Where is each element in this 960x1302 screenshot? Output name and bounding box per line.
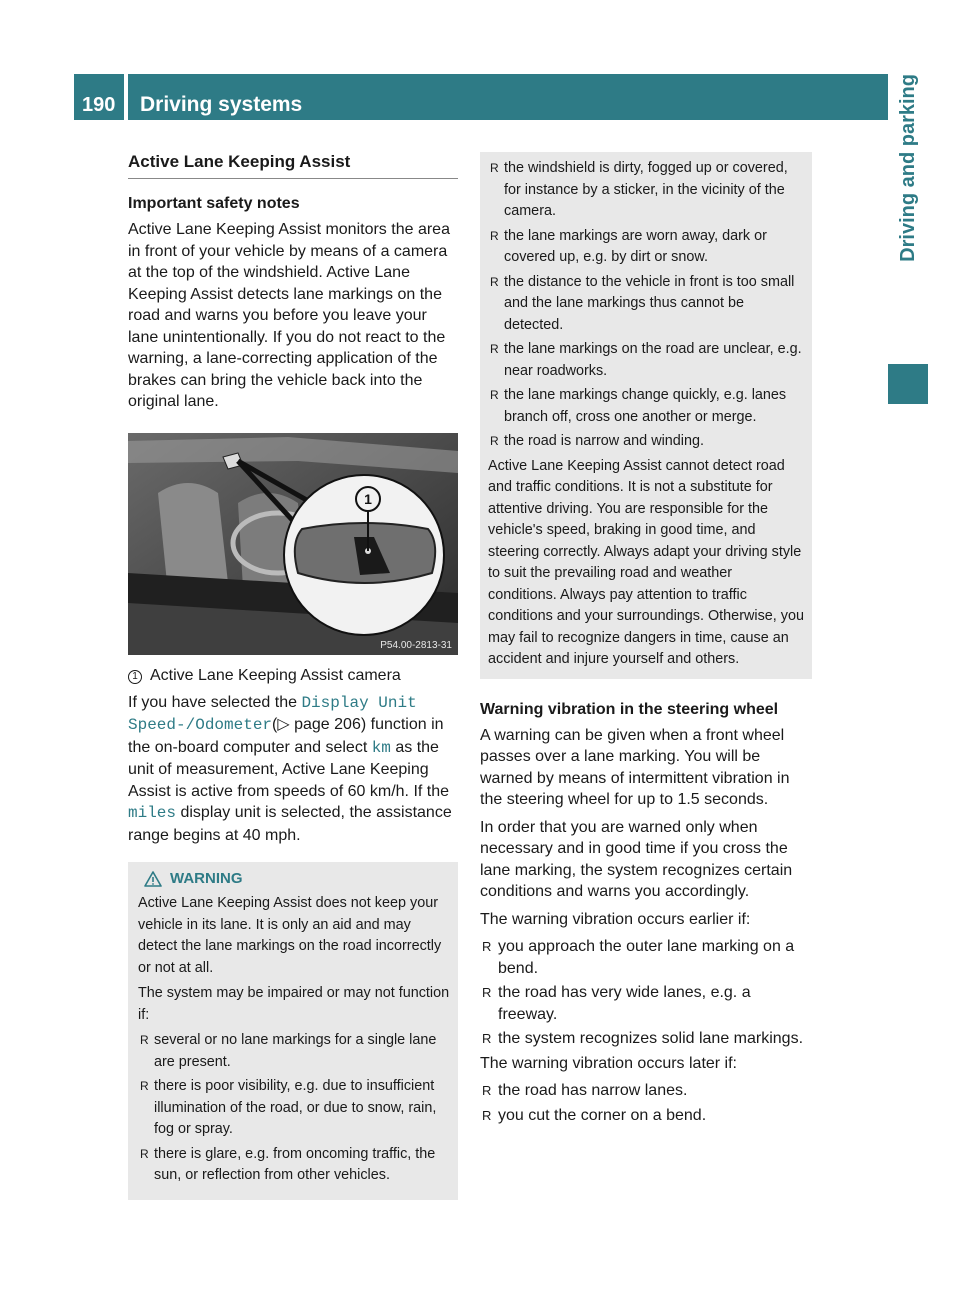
warning-box bbox=[128, 862, 458, 1200]
warning-header bbox=[138, 870, 450, 887]
list-item: R several or no lane markings for a single lane are present. bbox=[138, 1030, 450, 1073]
side-section-label bbox=[888, 74, 928, 364]
later-list bbox=[480, 1080, 812, 1126]
vibration-paragraph-2: In order that you are warned only when necessary and in good time if you cross the lane marking, the system recognizes certain conditions and warns you accordingly. bbox=[480, 818, 793, 900]
list-item: R you approach the outer lane marking on a bend. bbox=[480, 936, 812, 979]
display-unit-setting: Display Unit Speed-/Odometer bbox=[128, 693, 417, 734]
list-item: R the lane markings on the road are unclear, e.g. near roadworks. bbox=[488, 339, 804, 382]
km-setting: km bbox=[371, 738, 391, 757]
figure-caption bbox=[128, 665, 458, 686]
header-divider bbox=[124, 74, 128, 120]
car-interior-illustration bbox=[128, 433, 458, 655]
para2-text-2: (▷ page 206) function in the on-board computer and select bbox=[128, 716, 444, 756]
warning-paragraph-1: Active Lane Keeping Assist does not keep your vehicle in its lane. It is only an aid and may detect the lane markings on the road incorrectly or not at all. bbox=[138, 895, 442, 976]
display-unit-paragraph bbox=[128, 692, 458, 847]
para2-text-1: If you have selected the bbox=[128, 693, 302, 711]
section-title: Active Lane Keeping Assist bbox=[128, 152, 458, 179]
list-item: R the road has very wide lanes, e.g. a freeway. bbox=[480, 982, 812, 1025]
list-item: R there is poor visibility, e.g. due to insufficient illumination of the road, or due to snow, rain, fog or spray. bbox=[138, 1076, 450, 1141]
side-tab-marker bbox=[888, 364, 928, 404]
earlier-intro: The warning vibration occurs earlier if: bbox=[480, 910, 751, 928]
responsibility-paragraph: Active Lane Keeping Assist cannot detect road and traffic conditions. It is not a substitute for attentive driving. You are responsible for the vehicle's speed, braking in good time, and steering correctly. Always adapt your driving style to suit the prevailing road and weather conditions. Always pay attention to traffic conditions and your surroundings. Otherwise, you may fail to recognize dangers in time, cause an accident and injure yourself and others. bbox=[488, 457, 804, 667]
intro-paragraph: Active Lane Keeping Assist monitors the area in front of your vehicle by means of a camera at the top of the windshield. Active Lane Keeping Assist detects lane markings on the road and warns you before you leave your lane unintentionally. If you do not react to the warning, a lane-correcting application of the brakes can bring the vehicle back into the original lane. bbox=[128, 221, 450, 410]
miles-setting: miles bbox=[128, 804, 177, 822]
right-column bbox=[480, 152, 812, 1129]
left-column bbox=[128, 152, 458, 1200]
warning-paragraph-2: The system may be impaired or may not function if: bbox=[138, 985, 450, 1023]
list-item: R the system recognizes solid lane markings. bbox=[480, 1028, 812, 1050]
camera-figure bbox=[128, 433, 458, 655]
list-item: R you cut the corner on a bend. bbox=[480, 1105, 812, 1127]
list-item: R the lane markings change quickly, e.g. lanes branch off, cross one another or merge. bbox=[488, 385, 804, 428]
para2-text-4: display unit is selected, the assistance range begins at 40 mph. bbox=[128, 804, 452, 844]
warning-triangle-icon bbox=[144, 871, 162, 887]
caption-number: 1 bbox=[128, 670, 142, 684]
chapter-title: Driving systems bbox=[140, 93, 303, 116]
subheading-safety-notes: Important safety notes bbox=[128, 195, 300, 212]
vibration-paragraph-1: A warning can be given when a front wheel passes over a lane marking. You will be warned by means of intermittent vibration in the steering wheel for up to 1.5 seconds. bbox=[480, 726, 790, 808]
figure-code: P54.00-2813-31 bbox=[380, 639, 452, 651]
list-item: R the road has narrow lanes. bbox=[480, 1080, 812, 1102]
side-section-label-text: Driving and parking bbox=[897, 74, 919, 262]
list-item: R the road is narrow and winding. bbox=[488, 431, 804, 453]
warning-continuation-box bbox=[480, 152, 812, 679]
caption-text: Active Lane Keeping Assist camera bbox=[150, 666, 401, 684]
list-item: R the windshield is dirty, fogged up or covered, for instance by a sticker, in the vicinity of the camera. bbox=[488, 158, 804, 223]
later-intro: The warning vibration occurs later if: bbox=[480, 1054, 737, 1072]
warning-title: WARNING bbox=[170, 870, 243, 887]
warning-list bbox=[138, 1030, 450, 1187]
para2-text-3: as the unit of measurement, Active Lane Keeping Assist is active from speeds of 60 km/h. If the bbox=[128, 738, 450, 800]
figure-callout-number: 1 bbox=[364, 490, 372, 507]
page-number: 190 bbox=[82, 94, 116, 116]
list-item: R the lane markings are worn away, dark or covered up, e.g. by dirt or snow. bbox=[488, 226, 804, 269]
list-item: R there is glare, e.g. from oncoming traffic, the sun, or reflection from other vehicles. bbox=[138, 1144, 450, 1187]
earlier-list bbox=[480, 936, 812, 1050]
list-item: R the distance to the vehicle in front is too small and the lane markings thus cannot be detected. bbox=[488, 272, 804, 337]
conditions-list bbox=[488, 158, 804, 453]
vibration-heading: Warning vibration in the steering wheel bbox=[480, 700, 779, 718]
